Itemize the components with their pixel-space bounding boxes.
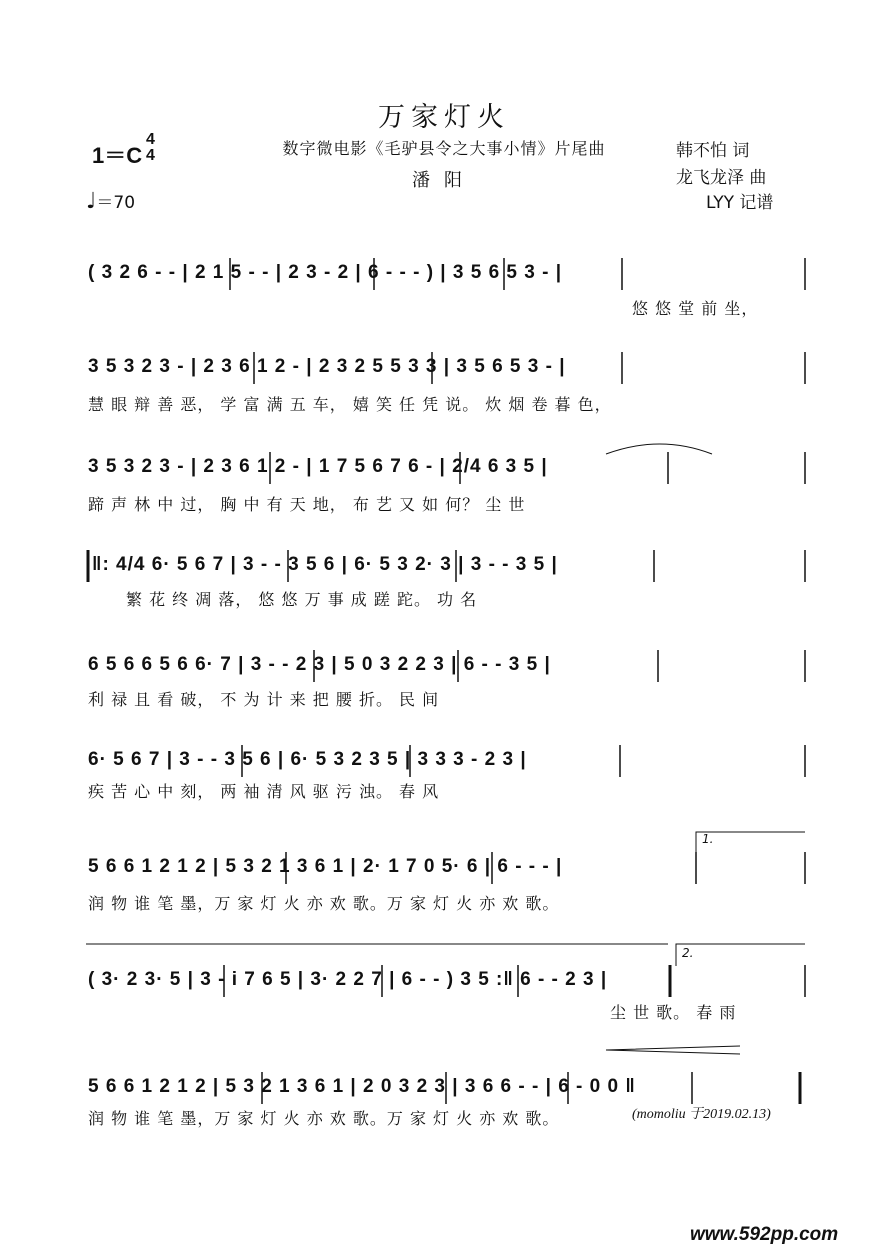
lyrics-row: 蹄 声 林 中 过， 胸 中 有 天 地， 布 艺 又 如 何？ 尘 世 (88, 495, 526, 514)
notation-row: ‖: 4/4 6· 5 6 7 | 3 - - 3 5 6 | 6· 5 3 2· 3 | 3 - - 3 5 | (92, 554, 558, 575)
transcriber-credit: LYY 记谱 (706, 193, 774, 213)
lyrics-row: 疾 苦 心 中 刻， 两 袖 清 风 驱 污 浊。 春 风 (88, 782, 440, 801)
lyrics-row: 悠 悠 堂 前 坐， (632, 299, 759, 318)
composer-credit: 龙飞龙泽 曲 (676, 168, 767, 188)
notation-row: 5 6 6 1 2 1 2 | 5 3 2 1 3 6 1 | 2· 1 7 0 5· 6 | 6 - - - | (88, 856, 563, 877)
time-signature (146, 132, 155, 164)
notation-row: 6· 5 6 7 | 3 - - 3 5 6 | 6· 5 3 2 3 5 | 3 3 3 - 2 3 | (88, 749, 527, 770)
singer-name: 潘阳 (412, 170, 476, 191)
notation-row: 6 5 6 6 5 6 6· 7 | 3 - - 2 3 | 5 0 3 2 2 3 | 6 - - 3 5 | (88, 654, 551, 675)
time-signature-bottom: 4 (146, 147, 155, 164)
notation-row: ( 3 2 6 - - | 2 1 5 - - | 2 3 - 2 | 6 - - - ) | 3 5 6 5 3 - | (88, 262, 563, 283)
volta-second-ending: 2. (682, 946, 694, 960)
lyrics-row: 慧 眼 辩 善 恶， 学 富 满 五 车， 嬉 笑 任 凭 说。 炊 烟 卷 暮 色， (88, 395, 612, 414)
notation-row: 3 5 3 2 3 - | 2 3 6 1 2 - | 2 3 2 5 5 3 3 | 3 5 6 5 3 - | (88, 356, 566, 377)
notation-row: 3 5 3 2 3 - | 2 3 6 1 2 - | 1 7 5 6 7 6 - | 2/4 6 3 5 | (88, 456, 548, 477)
transcription-signature: (momoliu 于2019.02.13) (632, 1107, 771, 1122)
notation-row: 5 6 6 1 2 1 2 | 5 3 2 1 3 6 1 | 2 0 3 2 3 | 3 6 6 - - | 6 - 0 0 ‖ (88, 1076, 636, 1097)
lyricist-credit: 韩不怕 词 (676, 141, 750, 161)
lyrics-row: 润 物 谁 笔 墨，万 家 灯 火 亦 欢 歌。万 家 灯 火 亦 欢 歌。 (88, 1109, 560, 1128)
song-title: 万家灯火 (378, 102, 510, 133)
tempo-marking (86, 188, 135, 214)
site-watermark: www.592pp.com (690, 1224, 839, 1245)
song-subtitle: 数字微电影《毛驴县令之大事小情》片尾曲 (282, 139, 606, 158)
lyrics-row: 繁 花 终 凋 落， 悠 悠 万 事 成 蹉 跎。 功 名 (126, 590, 478, 609)
tempo-value: ＝70 (96, 193, 136, 213)
lyrics-row: 利 禄 且 看 破， 不 为 计 来 把 腰 折。 民 间 (88, 690, 440, 709)
quarter-note-icon: ♩ (86, 189, 97, 214)
lyrics-row: 尘 世 歌。 春 雨 (610, 1003, 737, 1022)
volta-first-ending: 1. (702, 832, 714, 846)
lyrics-row: 润 物 谁 笔 墨，万 家 灯 火 亦 欢 歌。万 家 灯 火 亦 欢 歌。 (88, 894, 560, 913)
key-signature: 1＝C (92, 143, 143, 168)
notation-row: ( 3· 2 3· 5 | 3 - i 7 6 5 | 3· 2 2 7 | 6 - - ) 3 5 :‖ 6 - - 2 3 | (88, 969, 608, 990)
time-signature-top: 4 (146, 131, 155, 148)
